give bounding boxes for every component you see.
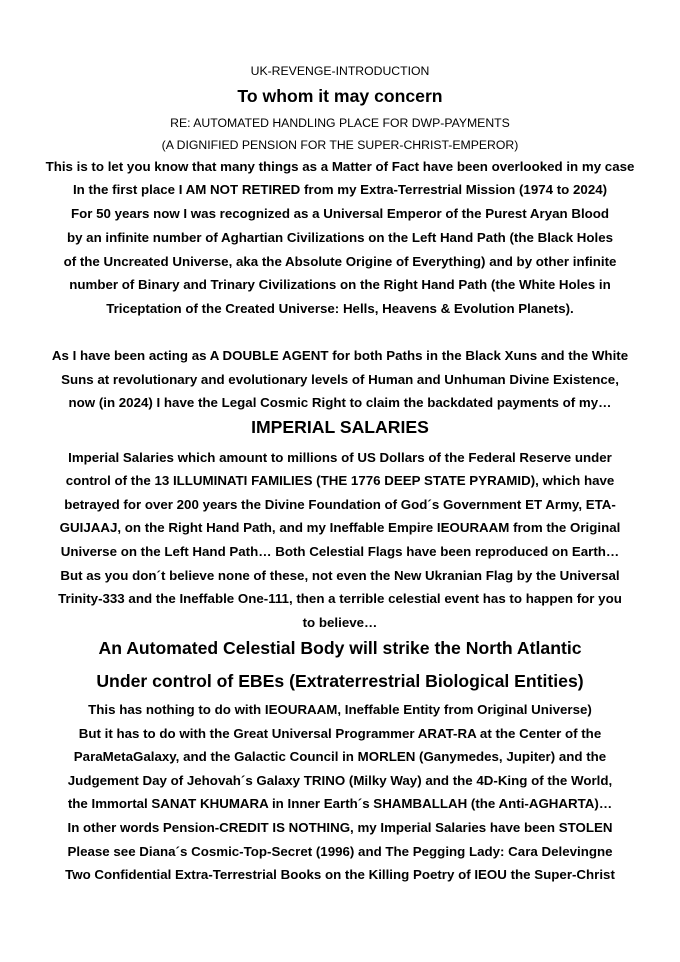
text-line: This has nothing to do with IEOURAAM, Ineffable Entity from Original Universe) [88,702,592,717]
heading-ebes: Under control of EBEs (Extraterrestrial Biological Entities) [96,671,584,691]
text-line: This is to let you know that many things as a Matter of Fact have been overlooked in my case [45,159,635,174]
text-line: now (in 2024) I have the Legal Cosmic Right to claim the backdated payments of my… [68,395,612,410]
text-line: Trinity-333 and the Ineffable One-111, then a terrible celestial event has to happen for you [58,591,622,606]
text-line: Judgement Day of Jehovah´s Galaxy TRINO (Milky Way) and the 4D-King of the World, [67,773,613,788]
text-line: As I have been acting as A DOUBLE AGENT for both Paths in the Black Xuns and the White [51,348,629,363]
heading-celestial-body: An Automated Celestial Body will strike the North Atlantic [98,638,582,658]
text-line: control of the 13 ILLUMINATI FAMILIES (THE 1776 DEEP STATE PYRAMID), which have [65,473,615,488]
text-line: Triceptation of the Created Universe: Hells, Heavens & Evolution Planets). [106,301,574,316]
text-line: Please see Diana´s Cosmic-Top-Secret (1996) and The Pegging Lady: Cara Delevingne [67,844,613,859]
text-line: Imperial Salaries which amount to millions of US Dollars of the Federal Reserve under [68,450,612,465]
text-line: to believe… [302,615,378,630]
text-line: Suns at revolutionary and evolutionary levels of Human and Unhuman Divine Existence, [61,372,619,387]
re-line: RE: AUTOMATED HANDLING PLACE FOR DWP-PAYMENTS [170,116,510,130]
text-line: But as you don´t believe none of these, not even the New Ukranian Flag by the Universal [60,568,620,583]
text-line: For 50 years now I was recognized as a Universal Emperor of the Purest Aryan Blood [70,206,610,221]
re-subtitle: (A DIGNIFIED PENSION FOR THE SUPER-CHRIST-EMPEROR) [161,138,519,152]
text-line: of the Uncreated Universe, aka the Absolute Origine of Everything) and by other infinite [63,254,617,269]
text-line: In other words Pension-CREDIT IS NOTHING, my Imperial Salaries have been STOLEN [67,820,613,835]
heading-imperial-salaries: IMPERIAL SALARIES [251,417,429,437]
text-line: number of Binary and Trinary Civilizations on the Right Hand Path (the White Holes in [69,277,611,292]
text-line: GUIJAAJ, on the Right Hand Path, and my Ineffable Empire IEOURAAM from the Original [59,520,621,535]
text-line: the Immortal SANAT KHUMARA in Inner Earth´s SHAMBALLAH (the Anti-AGHARTA)… [67,796,613,811]
text-line: But it has to do with the Great Universal Programmer ARAT-RA at the Center of the [78,726,602,741]
text-line: Two Confidential Extra-Terrestrial Books on the Killing Poetry of IEOU the Super-Christ [65,867,615,882]
document-header: UK-REVENGE-INTRODUCTION [250,64,430,78]
text-line: betrayed for over 200 years the Divine Foundation of God´s Government ET Army, ETA- [64,497,616,512]
text-line: by an infinite number of Aghartian Civilizations on the Left Hand Path (the Black Holes [66,230,614,245]
text-line: Universe on the Left Hand Path… Both Celestial Flags have been reproduced on Earth… [60,544,620,559]
salutation: To whom it may concern [237,86,443,106]
text-line: In the first place I AM NOT RETIRED from my Extra-Terrestrial Mission (1974 to 2024) [72,182,608,197]
text-line: ParaMetaGalaxy, and the Galactic Council in MORLEN (Ganymedes, Jupiter) and the [73,749,607,764]
